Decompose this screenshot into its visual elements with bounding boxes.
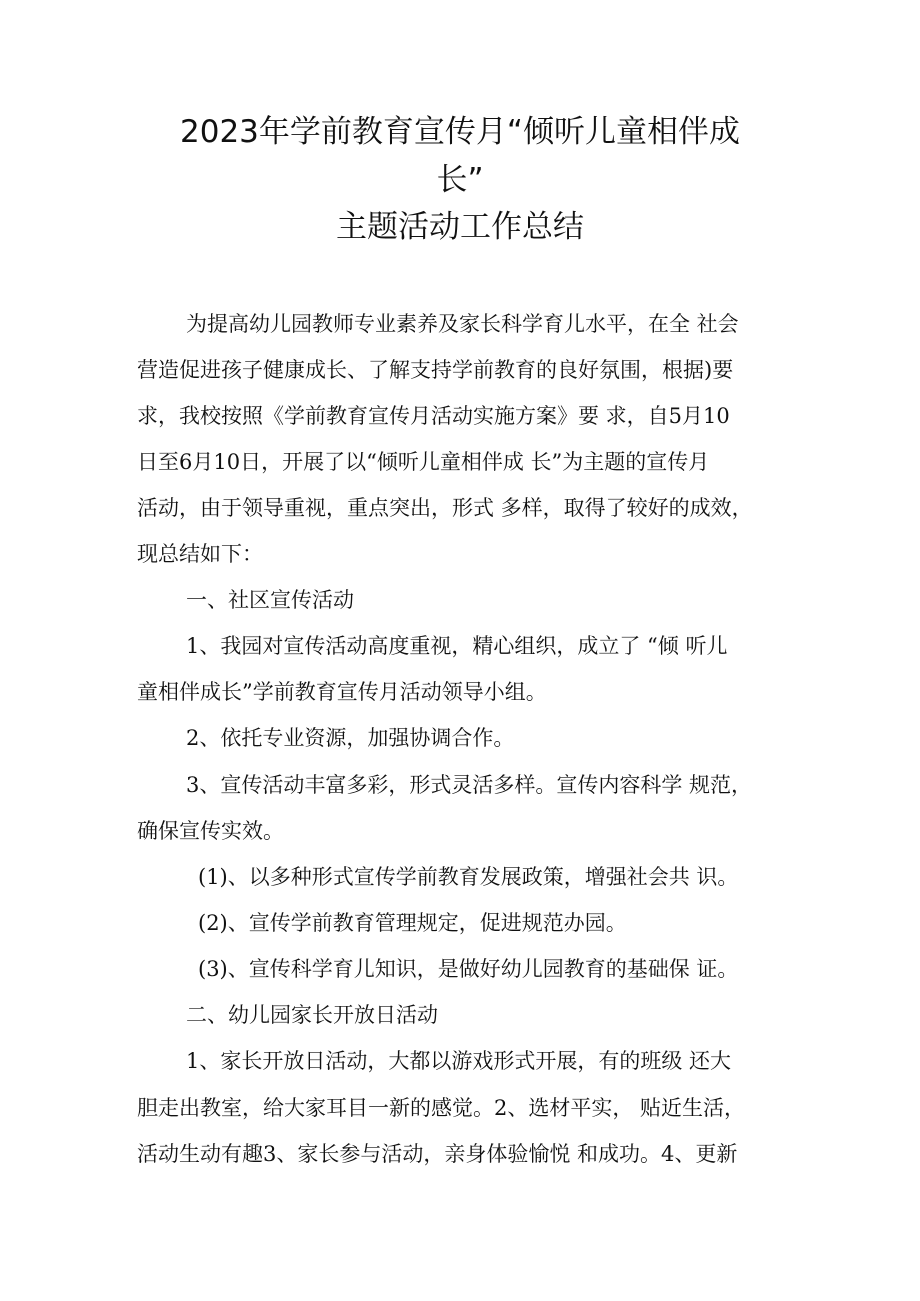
paragraph-line: 2、依托专业资源，加强协调合作。 — [186, 726, 515, 750]
paragraph-line: 活动生动有趣3、家长参与活动，亲身体验愉悦 和成功。4、更新 — [137, 1142, 738, 1166]
paragraph-line: 活动，由于领导重视，重点突出，形式 多样，取得了较好的成效， — [137, 496, 753, 520]
paragraph-line: 1、家长开放日活动，大都以游戏形式开展，有的班级 还大 — [186, 1049, 732, 1073]
paragraph-line: 1、我园对宣传活动高度重视，精心组织，成立了 “倾 听儿 — [186, 634, 728, 658]
list-item: (1)、以多种形式宣传学前教育发展政策，增强社会共 识。 — [198, 865, 739, 889]
document-title-line-2: 长” — [436, 162, 484, 198]
list-item: (2)、宣传学前教育管理规定，促进规范办园。 — [198, 911, 627, 935]
paragraph-line: 胆走出教室，给大家耳目一新的感觉。2、选材平实， 贴近生活， — [137, 1096, 746, 1120]
paragraph-line: 日至6月10日，开展了以“倾听儿童相伴成 长”为主题的宣传月 — [137, 450, 710, 474]
paragraph-line: 营造促进孩子健康成长、了解支持学前教育的良好氛围，根据)要 — [137, 358, 734, 382]
paragraph-line: 为提高幼儿园教师专业素养及家长科学育儿水平，在全 社会 — [186, 312, 739, 336]
section-heading: 一、社区宣传活动 — [186, 588, 354, 612]
document-title-line-3: 主题活动工作总结 — [336, 209, 584, 245]
document-title-line-1: 2023年学前教育宣传月“倾听儿童相伴成 — [180, 114, 740, 150]
paragraph-line: 3、宣传活动丰富多彩，形式灵活多样。宣传内容科学 规范， — [186, 773, 753, 797]
paragraph-line: 现总结如下： — [137, 542, 263, 566]
paragraph-line: 确保宣传实效。 — [137, 819, 284, 843]
paragraph-line: 童相伴成长”学前教育宣传月活动领导小组。 — [137, 680, 547, 704]
list-item: (3)、宣传科学育儿知识，是做好幼儿园教育的基础保 证。 — [198, 957, 739, 981]
paragraph-line: 求，我校按照《学前教育宣传月活动实施方案》要 求，自5月10 — [137, 404, 730, 428]
section-heading: 二、幼儿园家长开放日活动 — [186, 1003, 438, 1027]
